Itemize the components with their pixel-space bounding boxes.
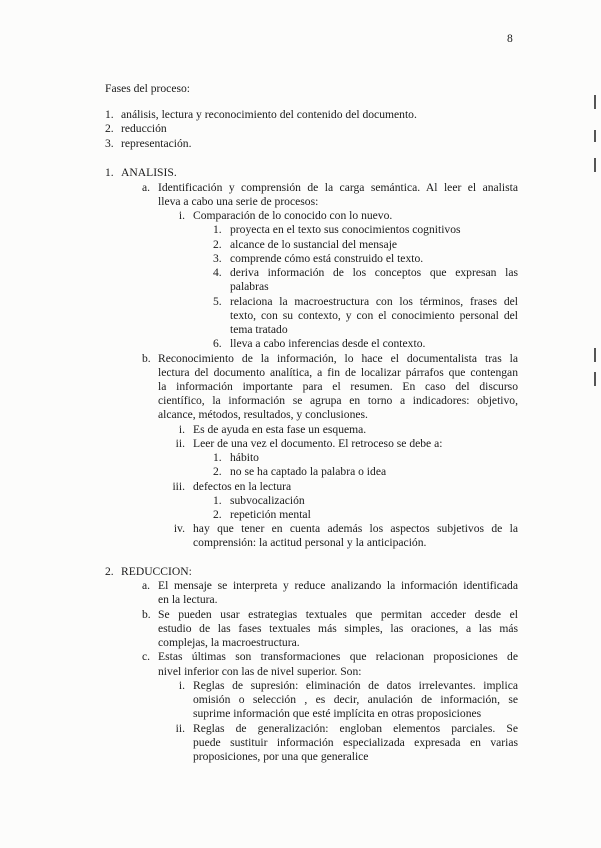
item-letter: c. (142, 650, 151, 663)
item-text: Comparación de lo conocido con lo nuevo. (193, 209, 393, 222)
scan-margin-mark (594, 348, 596, 362)
item-letter: b. (142, 608, 151, 621)
item-letter: a. (142, 181, 151, 194)
item-text: suprime información que esté implícita en otras proposiciones (193, 707, 482, 720)
item-text: estudio de las fases textuales más simples, las oraciones, a las más (158, 622, 518, 635)
roman-numeral: iii. (172, 480, 185, 493)
item-text: nivel inferior con las de nivel superior. Son: (158, 665, 362, 678)
sub-item-text: no se ha captado la palabra o idea (230, 465, 387, 478)
item-text: Reconocimiento de la información, lo hace el documentalista tras la (158, 352, 518, 365)
item-text: proposiciones, por una que generalice (193, 750, 369, 763)
sub-item-text: repetición mental (230, 508, 311, 521)
sub-item-number: 2. (213, 465, 222, 478)
page-number: 8 (507, 32, 513, 45)
sub-item-number: 4. (213, 266, 222, 279)
roman-numeral: iv. (173, 522, 185, 535)
scan-margin-mark (594, 95, 596, 109)
item-text: lectura del documento analítica, a fin de localizar párrafos que contengan (158, 366, 518, 379)
sub-item-number: 3. (213, 252, 222, 265)
sub-item-number: 2. (213, 238, 222, 251)
item-text: Leer de una vez el documento. El retroceso se debe a: (193, 437, 443, 450)
item-text: El mensaje se interpreta y reduce analizando la información identificada (158, 579, 518, 592)
item-text: Estas últimas son transformaciones que relacionan proposiciones de (158, 650, 518, 663)
item-text: hay que tener en cuenta además los aspectos subjetivos de la (193, 522, 518, 535)
item-text: la información importante para el resumen. En caso del discurso (158, 380, 518, 393)
item-text: Reglas de generalización: engloban elementos parciales. Se (193, 722, 518, 735)
phase-number: 3. (105, 137, 114, 150)
sub-item-text: proyecta en el texto sus conocimientos cognitivos (230, 223, 461, 236)
roman-numeral: i. (178, 209, 185, 222)
sub-item-number: 6. (213, 337, 222, 350)
item-text: Se pueden usar estrategias textuales que permitan acceder desde el (158, 608, 518, 621)
section-title-analisis: ANALISIS. (121, 166, 177, 179)
item-text: en la lectura. (158, 593, 218, 606)
roman-numeral: ii. (175, 722, 185, 735)
sub-item-number: 1. (213, 494, 222, 507)
scan-margin-mark (594, 372, 596, 386)
item-text: Identificación y comprensión de la carga semántica. Al leer el analista (158, 181, 518, 194)
roman-numeral: ii. (175, 437, 185, 450)
item-text: omisión o selección , es decir, anulación de información, se (193, 693, 518, 706)
sub-item-number: 1. (213, 451, 222, 464)
roman-numeral: i. (178, 423, 185, 436)
sub-item-number: 1. (213, 223, 222, 236)
sub-item-text: alcance de lo sustancial del mensaje (230, 238, 398, 251)
sub-item-text: hábito (230, 451, 259, 464)
sub-item-text: relaciona la macroestructura con los términos, frases del (230, 295, 518, 308)
sub-item-number: 2. (213, 508, 222, 521)
item-text: alcance, métodos, resultados, y conclusiones. (158, 408, 368, 421)
item-text: puede sustituir información especializada expresada en varias (193, 736, 518, 749)
sub-item-text: comprende cómo está construido el texto. (230, 252, 424, 265)
phase-text: reducción (121, 122, 167, 135)
item-text: Reglas de supresión: eliminación de datos irrelevantes. implica (193, 679, 518, 692)
section-title-reduccion: REDUCCION: (121, 565, 192, 578)
phase-number: 1. (105, 108, 114, 121)
item-text: Es de ayuda en esta fase un esquema. (193, 423, 367, 436)
section-number: 1. (105, 166, 114, 179)
item-letter: b. (142, 352, 151, 365)
item-text: defectos en la lectura (193, 480, 292, 493)
scan-margin-mark (594, 158, 596, 172)
item-letter: a. (142, 579, 151, 592)
section-number: 2. (105, 565, 114, 578)
item-text: complejas, la macroestructura. (158, 636, 300, 649)
item-text: científico, la información se agrupa en torno a indicadores: objetivo, (158, 394, 518, 407)
phase-number: 2. (105, 122, 114, 135)
sub-item-text: subvocalización (230, 494, 305, 507)
sub-item-text: deriva información de los conceptos que expresan las (230, 266, 518, 279)
sub-item-text: palabras (230, 280, 269, 293)
sub-item-number: 5. (213, 295, 222, 308)
item-text: comprensión: la actitud personal y la anticipación. (193, 536, 427, 549)
roman-numeral: i. (178, 679, 185, 692)
item-text: lleva a cabo una serie de procesos: (158, 195, 319, 208)
phase-text: representación. (121, 137, 192, 150)
scan-margin-mark (594, 130, 596, 142)
intro-heading: Fases del proceso: (105, 82, 191, 95)
sub-item-text: tema tratado (230, 323, 288, 336)
sub-item-text: lleva a cabo inferencias desde el contexto. (230, 337, 426, 350)
sub-item-text: texto, con su contexto, y con el conocimiento personal del (230, 309, 518, 322)
phase-text: análisis, lectura y reconocimiento del contenido del documento. (121, 108, 417, 121)
